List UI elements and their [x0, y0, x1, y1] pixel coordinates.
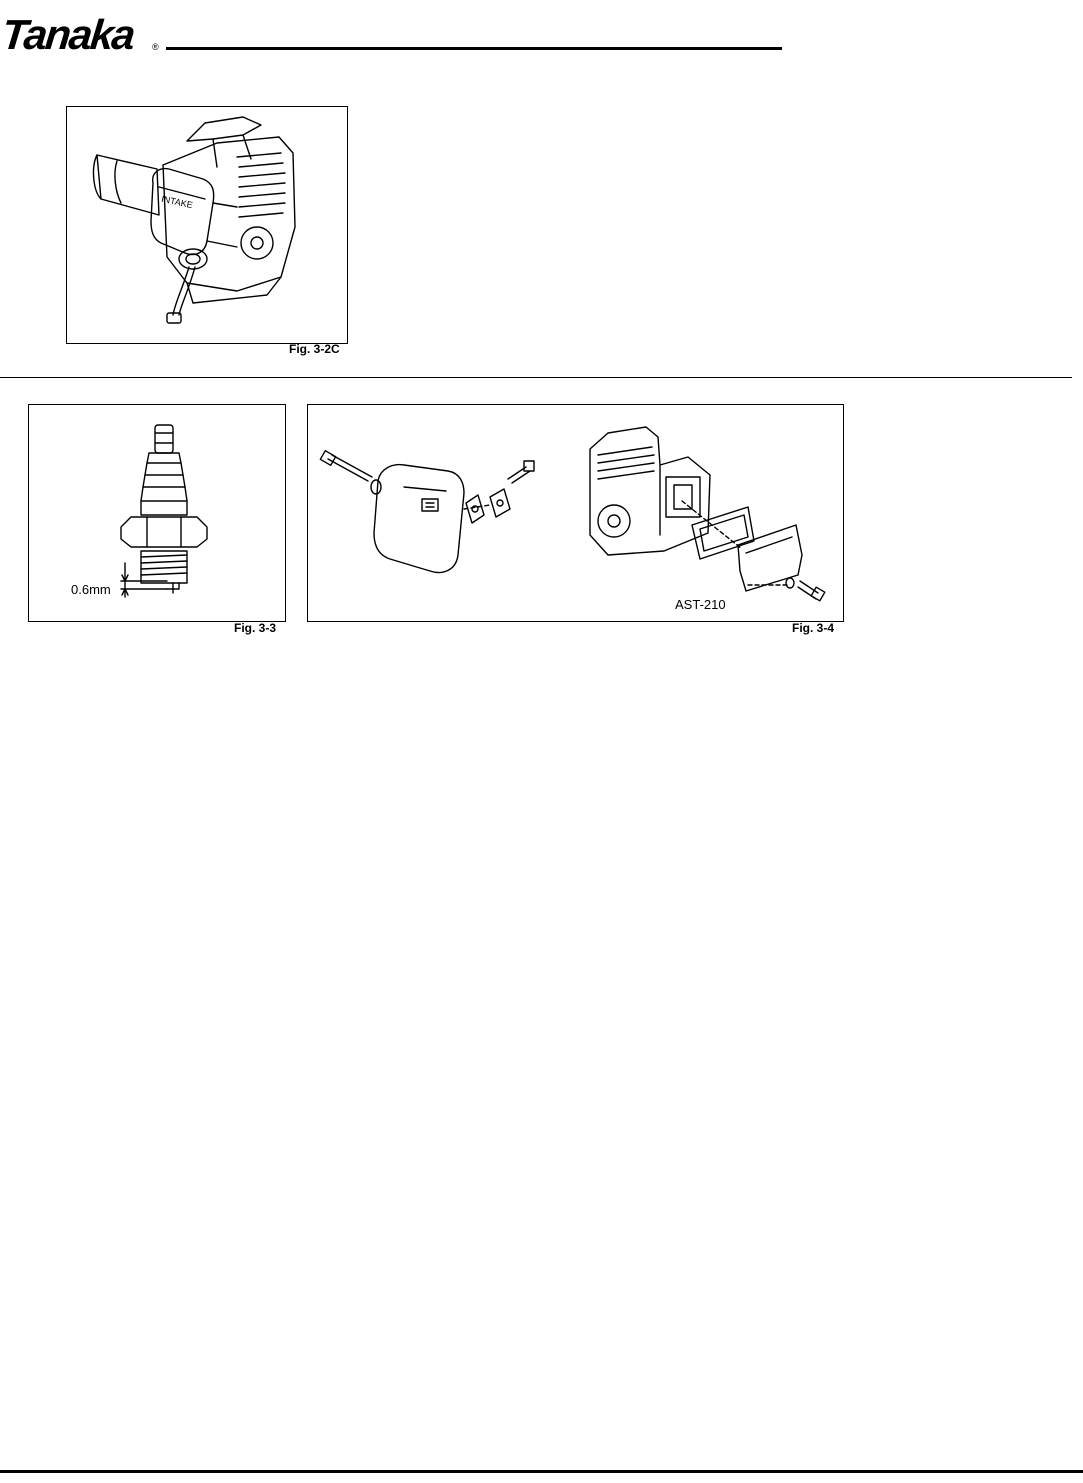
model-label: AST-210 [675, 597, 726, 612]
registered-mark: ® [152, 42, 159, 52]
footer-rule [0, 1470, 1083, 1473]
figure-3-4-caption: Fig. 3-4 [792, 621, 835, 635]
figure-3-3-frame [28, 404, 286, 622]
engine-intake-illustration [67, 107, 347, 343]
intake-label: INTAKE [160, 193, 194, 211]
figure-3-3-caption: Fig. 3-3 [234, 621, 277, 635]
spark-plug-illustration [29, 405, 285, 621]
brand-logo: Tanaka [0, 11, 136, 58]
figure-3-2c-frame [66, 106, 348, 344]
muffler-exploded-illustration [308, 405, 843, 621]
section-divider [0, 377, 1072, 378]
figure-3-2c-caption: Fig. 3-2C [289, 342, 340, 356]
figure-3-4-frame [307, 404, 844, 622]
gap-dimension-label: 0.6mm [71, 582, 111, 597]
header-rule [166, 47, 782, 50]
